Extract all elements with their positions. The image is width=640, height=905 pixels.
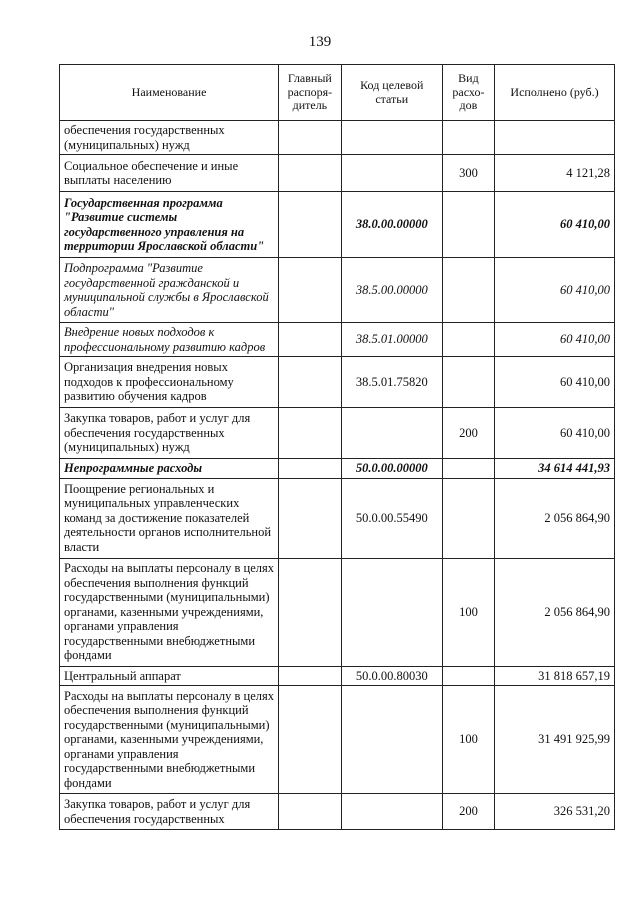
- cell-main-manager: [279, 357, 342, 408]
- cell-executed: 60 410,00: [495, 323, 615, 357]
- cell-main-manager: [279, 155, 342, 192]
- cell-target-code: [341, 408, 442, 459]
- header-expense-type: Вид расхо-дов: [442, 65, 494, 121]
- cell-main-manager: [279, 258, 342, 323]
- table-body: [60, 121, 615, 830]
- cell-executed: 31 818 657,19: [495, 666, 615, 686]
- table-row: [60, 192, 615, 258]
- cell-executed: 2 056 864,90: [495, 478, 615, 558]
- cell-executed: [495, 121, 615, 155]
- table-row: [60, 155, 615, 192]
- cell-executed: 31 491 925,99: [495, 686, 615, 794]
- cell-main-manager: [279, 459, 342, 479]
- page-number: 139: [308, 34, 332, 50]
- table-row: [60, 357, 615, 408]
- cell-target-code: [341, 121, 442, 155]
- header-executed: Исполнено (руб.): [495, 65, 615, 121]
- cell-target-code: [341, 686, 442, 794]
- cell-name: Государственная программа "Развитие системы государственного управления на территории Ярославской области": [60, 192, 279, 258]
- cell-executed: 2 056 864,90: [495, 558, 615, 666]
- header-main-manager: Главный распоря-дитель: [279, 65, 342, 121]
- cell-target-code: 38.5.00.00000: [341, 258, 442, 323]
- cell-main-manager: [279, 794, 342, 830]
- header-target-code: Код целевой статьи: [341, 65, 442, 121]
- table-row: [60, 323, 615, 357]
- table-row: [60, 478, 615, 558]
- cell-name: Расходы на выплаты персоналу в целях обеспечения выполнения функций государственными (муниципальными) органами, казенными учреждениями, органами управления государственными внебюджетными фондами: [60, 558, 279, 666]
- table-row: [60, 121, 615, 155]
- cell-main-manager: [279, 686, 342, 794]
- cell-main-manager: [279, 666, 342, 686]
- budget-table: [59, 64, 615, 830]
- cell-executed: 60 410,00: [495, 357, 615, 408]
- table-row: [60, 408, 615, 459]
- cell-main-manager: [279, 408, 342, 459]
- cell-target-code: 50.0.00.00000: [341, 459, 442, 479]
- cell-main-manager: [279, 558, 342, 666]
- table-row: [60, 459, 615, 479]
- cell-main-manager: [279, 478, 342, 558]
- cell-expense-type: 300: [442, 155, 494, 192]
- cell-executed: 60 410,00: [495, 258, 615, 323]
- cell-name: Центральный аппарат: [60, 666, 279, 686]
- cell-name: Расходы на выплаты персоналу в целях обеспечения выполнения функций государственными (муниципальными) органами, казенными учреждениями, органами управления государственными внебюджетными фондами: [60, 686, 279, 794]
- cell-target-code: 38.5.01.00000: [341, 323, 442, 357]
- cell-expense-type: 200: [442, 408, 494, 459]
- cell-target-code: 38.0.00.00000: [341, 192, 442, 258]
- table-row: [60, 686, 615, 794]
- cell-expense-type: [442, 357, 494, 408]
- cell-executed: 326 531,20: [495, 794, 615, 830]
- cell-name: обеспечения государственных (муниципальных) нужд: [60, 121, 279, 155]
- cell-expense-type: 100: [442, 558, 494, 666]
- cell-target-code: [341, 794, 442, 830]
- table-row: [60, 794, 615, 830]
- table-row: [60, 558, 615, 666]
- header-name: Наименование: [60, 65, 279, 121]
- cell-executed: 60 410,00: [495, 192, 615, 258]
- cell-expense-type: [442, 192, 494, 258]
- table-row: [60, 258, 615, 323]
- cell-name: Непрограммные расходы: [60, 459, 279, 479]
- cell-name: Подпрограмма "Развитие государственной гражданской и муниципальной службы в Ярославской области": [60, 258, 279, 323]
- cell-expense-type: 100: [442, 686, 494, 794]
- cell-expense-type: 200: [442, 794, 494, 830]
- cell-expense-type: [442, 323, 494, 357]
- cell-expense-type: [442, 459, 494, 479]
- cell-name: Социальное обеспечение и иные выплаты населению: [60, 155, 279, 192]
- cell-expense-type: [442, 666, 494, 686]
- cell-executed: 4 121,28: [495, 155, 615, 192]
- table-header-row: [60, 65, 615, 121]
- cell-target-code: 50.0.00.80030: [341, 666, 442, 686]
- cell-name: Организация внедрения новых подходов к профессиональному развитию обучения кадров: [60, 357, 279, 408]
- cell-target-code: [341, 155, 442, 192]
- cell-executed: 60 410,00: [495, 408, 615, 459]
- cell-main-manager: [279, 121, 342, 155]
- table-row: [60, 666, 615, 686]
- cell-expense-type: [442, 258, 494, 323]
- cell-executed: 34 614 441,93: [495, 459, 615, 479]
- cell-name: Закупка товаров, работ и услуг для обеспечения государственных (муниципальных) нужд: [60, 408, 279, 459]
- cell-target-code: 38.5.01.75820: [341, 357, 442, 408]
- cell-main-manager: [279, 192, 342, 258]
- cell-name: Внедрение новых подходов к профессиональному развитию кадров: [60, 323, 279, 357]
- cell-target-code: 50.0.00.55490: [341, 478, 442, 558]
- cell-name: Закупка товаров, работ и услуг для обеспечения государственных: [60, 794, 279, 830]
- cell-main-manager: [279, 323, 342, 357]
- cell-expense-type: [442, 121, 494, 155]
- cell-name: Поощрение региональных и муниципальных управленческих команд за достижение показателей деятельности органов исполнительной власти: [60, 478, 279, 558]
- cell-expense-type: [442, 478, 494, 558]
- cell-target-code: [341, 558, 442, 666]
